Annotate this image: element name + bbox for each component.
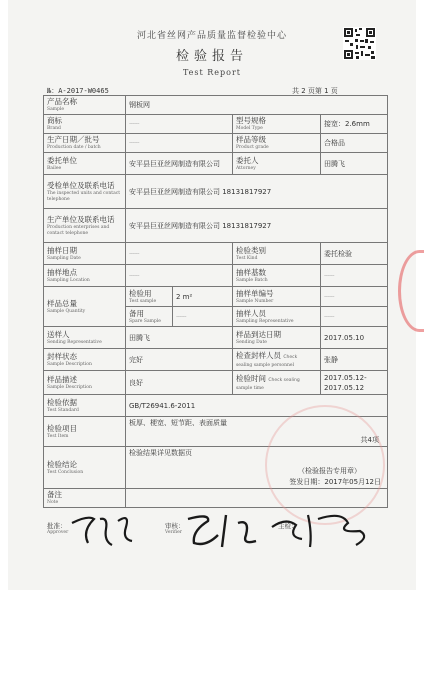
grade-label: 样品等级 Product grade bbox=[233, 134, 321, 153]
production-date-value: ------ bbox=[126, 134, 233, 153]
sample-quantity-label: 样品总量 Sample Quantity bbox=[44, 287, 126, 327]
test-item-count: 共4项 bbox=[360, 436, 379, 444]
inspected-unit-label: 受检单位及联系电话 The inspected units and contact telephone bbox=[44, 175, 126, 209]
table-row bbox=[44, 153, 388, 175]
spare-sample-label: 备用 Spare Sample bbox=[126, 307, 173, 327]
production-date-label: 生产日期／批号 Production date / batch bbox=[44, 134, 126, 153]
verifier-label: 审核： Verifier bbox=[165, 522, 185, 535]
table-row bbox=[44, 287, 388, 307]
test-item-label: 检验项目 Test Item bbox=[44, 417, 126, 447]
test-sample-label: 检验用 Test sample bbox=[126, 287, 173, 307]
test-kind-label: 检验类别 Test Kind bbox=[233, 243, 321, 265]
handwritten-signatures bbox=[60, 505, 390, 555]
stamp-note: （检验报告专用章） bbox=[298, 467, 361, 475]
table-row bbox=[44, 327, 388, 349]
page-indicator: 共 2 页第 1 页 bbox=[292, 87, 338, 95]
test-standard-label: 检验依据 Test Standard bbox=[44, 395, 126, 417]
model-value: 接宽：2.6mm bbox=[321, 115, 388, 134]
sampling-rep-label: 抽样人员 Sampling Representative bbox=[233, 307, 321, 327]
report-title: 检验报告 bbox=[175, 49, 248, 64]
sample-state-label: 样品描述 Sample Description bbox=[44, 371, 126, 395]
test-item-value: 板厚、梗宽、短节距、表面质量 bbox=[129, 419, 227, 427]
spare-sample-value: ------ bbox=[173, 307, 233, 327]
sample-batch-label: 抽样基数 Sample Batch bbox=[233, 265, 321, 287]
report-subtitle: Test Report bbox=[182, 68, 242, 77]
sampling-date-label: 抽样日期 Sampling Date bbox=[44, 243, 126, 265]
sample-number-value: ------ bbox=[321, 287, 388, 307]
sending-date-value: 2017.05.10 bbox=[321, 327, 388, 349]
sampling-date-value: ------ bbox=[126, 243, 233, 265]
table-row bbox=[44, 96, 388, 115]
table-row bbox=[44, 115, 388, 134]
sample-state-value: 良好 bbox=[126, 371, 233, 395]
test-time-value: 2017.05.12-2017.05.12 bbox=[321, 371, 388, 395]
seal-personnel-value: 张静 bbox=[321, 349, 388, 371]
sending-date-label: 样品到达日期 Sending Date bbox=[233, 327, 321, 349]
table-row bbox=[44, 349, 388, 371]
client-label: 委托单位 Bailee bbox=[44, 153, 126, 175]
table-row bbox=[44, 265, 388, 287]
sending-rep-label: 送样人 Sending Representative bbox=[44, 327, 126, 349]
attorney-value: 田腾飞 bbox=[321, 153, 388, 175]
chief-label: 主检： bbox=[278, 522, 298, 530]
sampling-location-value: ------ bbox=[126, 265, 233, 287]
test-standard-value: GB/T26941.6-2011 bbox=[126, 395, 388, 417]
seal-personnel-label: 检查封样人员 Check sealing sample personnel bbox=[233, 349, 321, 371]
brand-label: 商标 Brand bbox=[44, 115, 126, 134]
table-row bbox=[44, 209, 388, 243]
production-unit-value: 安平县巨亚丝网制造有限公司 18131817927 bbox=[126, 209, 388, 243]
seal-description-value: 完好 bbox=[126, 349, 233, 371]
sending-rep-value: 田腾飞 bbox=[126, 327, 233, 349]
sample-name-label: 产品名称 Sample bbox=[44, 96, 126, 115]
seal-description-label: 封样状态 Sample Description bbox=[44, 349, 126, 371]
sample-number-label: 抽样单编号 Sample Number bbox=[233, 287, 321, 307]
client-value: 安平县巨亚丝网制造有限公司 bbox=[126, 153, 233, 175]
conclusion-label: 检验结论 Test Conclusion bbox=[44, 447, 126, 489]
sampling-rep-value: ------ bbox=[321, 307, 388, 327]
test-kind-value: 委托检验 bbox=[321, 243, 388, 265]
issue-date: 签发日期：2017年05月12日 bbox=[289, 478, 381, 486]
table-row bbox=[44, 175, 388, 209]
sampling-location-label: 抽样地点 Sampling Location bbox=[44, 265, 126, 287]
attorney-label: 委托人 Attorney bbox=[233, 153, 321, 175]
brand-value: ------ bbox=[126, 115, 233, 134]
organization-name: 河北省丝网产品质量监督检验中心 bbox=[136, 31, 287, 41]
approver-label: 批准： Approver bbox=[47, 522, 69, 535]
table-row bbox=[44, 243, 388, 265]
model-label: 型号规格 Model Type bbox=[233, 115, 321, 134]
note-label: 备注 Note bbox=[44, 489, 126, 508]
report-number: №：A-2017-W0465 bbox=[47, 87, 109, 95]
production-unit-label: 生产单位及联系电话 Production enterprises and contact telephone bbox=[44, 209, 126, 243]
qr-code-icon bbox=[343, 27, 376, 60]
test-sample-value: 2 m² bbox=[173, 287, 233, 307]
conclusion-value: 检验结果详见数据页 bbox=[129, 449, 192, 457]
test-time-label: 检验时间 Check sealing sample time bbox=[233, 371, 321, 395]
sample-name-value: 钢板网 bbox=[126, 96, 388, 115]
grade-value: 合格品 bbox=[321, 134, 388, 153]
sample-batch-value: ------ bbox=[321, 265, 388, 287]
table-row bbox=[44, 134, 388, 153]
table-row bbox=[44, 371, 388, 395]
inspected-unit-value: 安平县巨亚丝网制造有限公司 18131817927 bbox=[126, 175, 388, 209]
